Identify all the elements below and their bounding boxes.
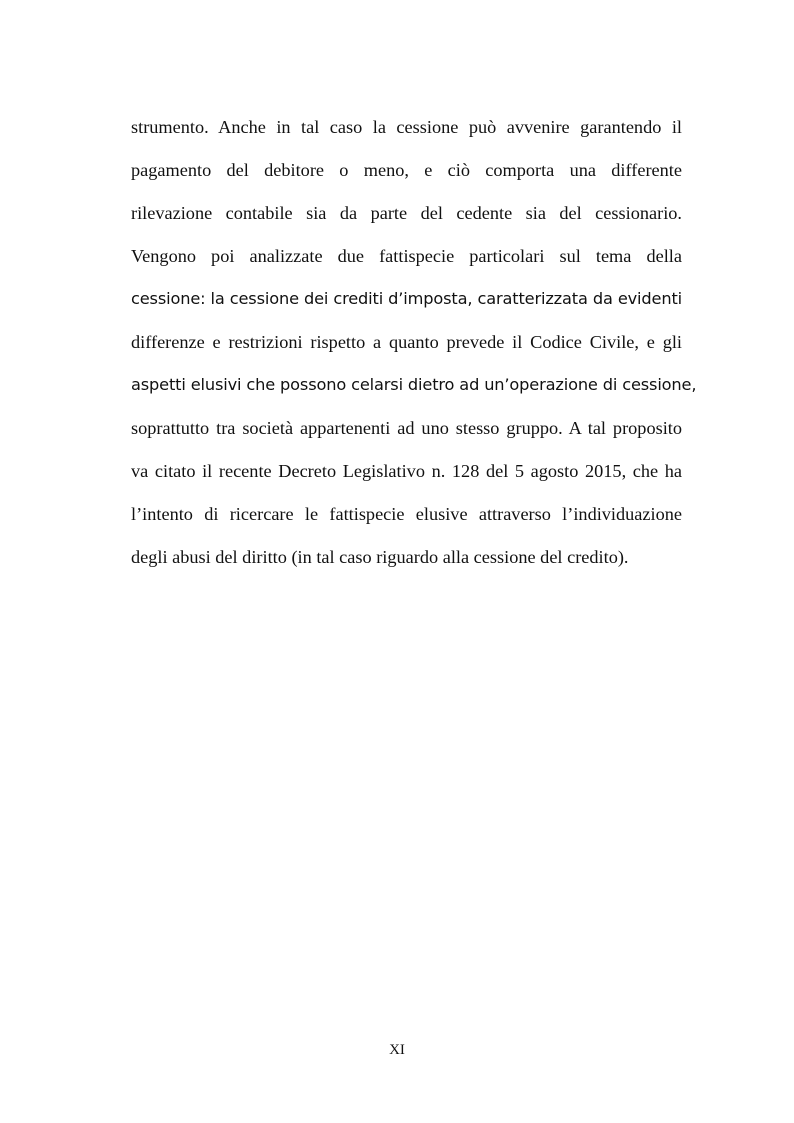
body-paragraph	[131, 109, 697, 582]
text-line: cessione: la cessione dei crediti d’imposta, caratterizzata da evidenti	[131, 289, 682, 308]
text-line: va citato il recente Decreto Legislativo n. 128 del 5 agosto 2015, che ha	[131, 461, 682, 481]
text-line: degli abusi del diritto (in tal caso riguardo alla cessione del credito).	[131, 547, 629, 567]
text-line: rilevazione contabile sia da parte del cedente sia del cessionario.	[131, 203, 682, 223]
text-line: Vengono poi analizzate due fattispecie particolari sul tema della	[131, 246, 682, 266]
text-line: soprattutto tra società appartenenti ad uno stesso gruppo. A tal proposito	[131, 418, 682, 438]
text-line: strumento. Anche in tal caso la cessione può avvenire garantendo il	[131, 117, 682, 137]
text-line: aspetti elusivi che possono celarsi dietro ad un’operazione di cessione,	[131, 375, 697, 394]
text-line: l’intento di ricercare le fattispecie elusive attraverso l’individuazione	[131, 504, 682, 524]
page-number: XI	[389, 1042, 405, 1058]
text-line: differenze e restrizioni rispetto a quanto prevede il Codice Civile, e gli	[131, 332, 682, 352]
text-line: pagamento del debitore o meno, e ciò comporta una differente	[131, 160, 682, 180]
